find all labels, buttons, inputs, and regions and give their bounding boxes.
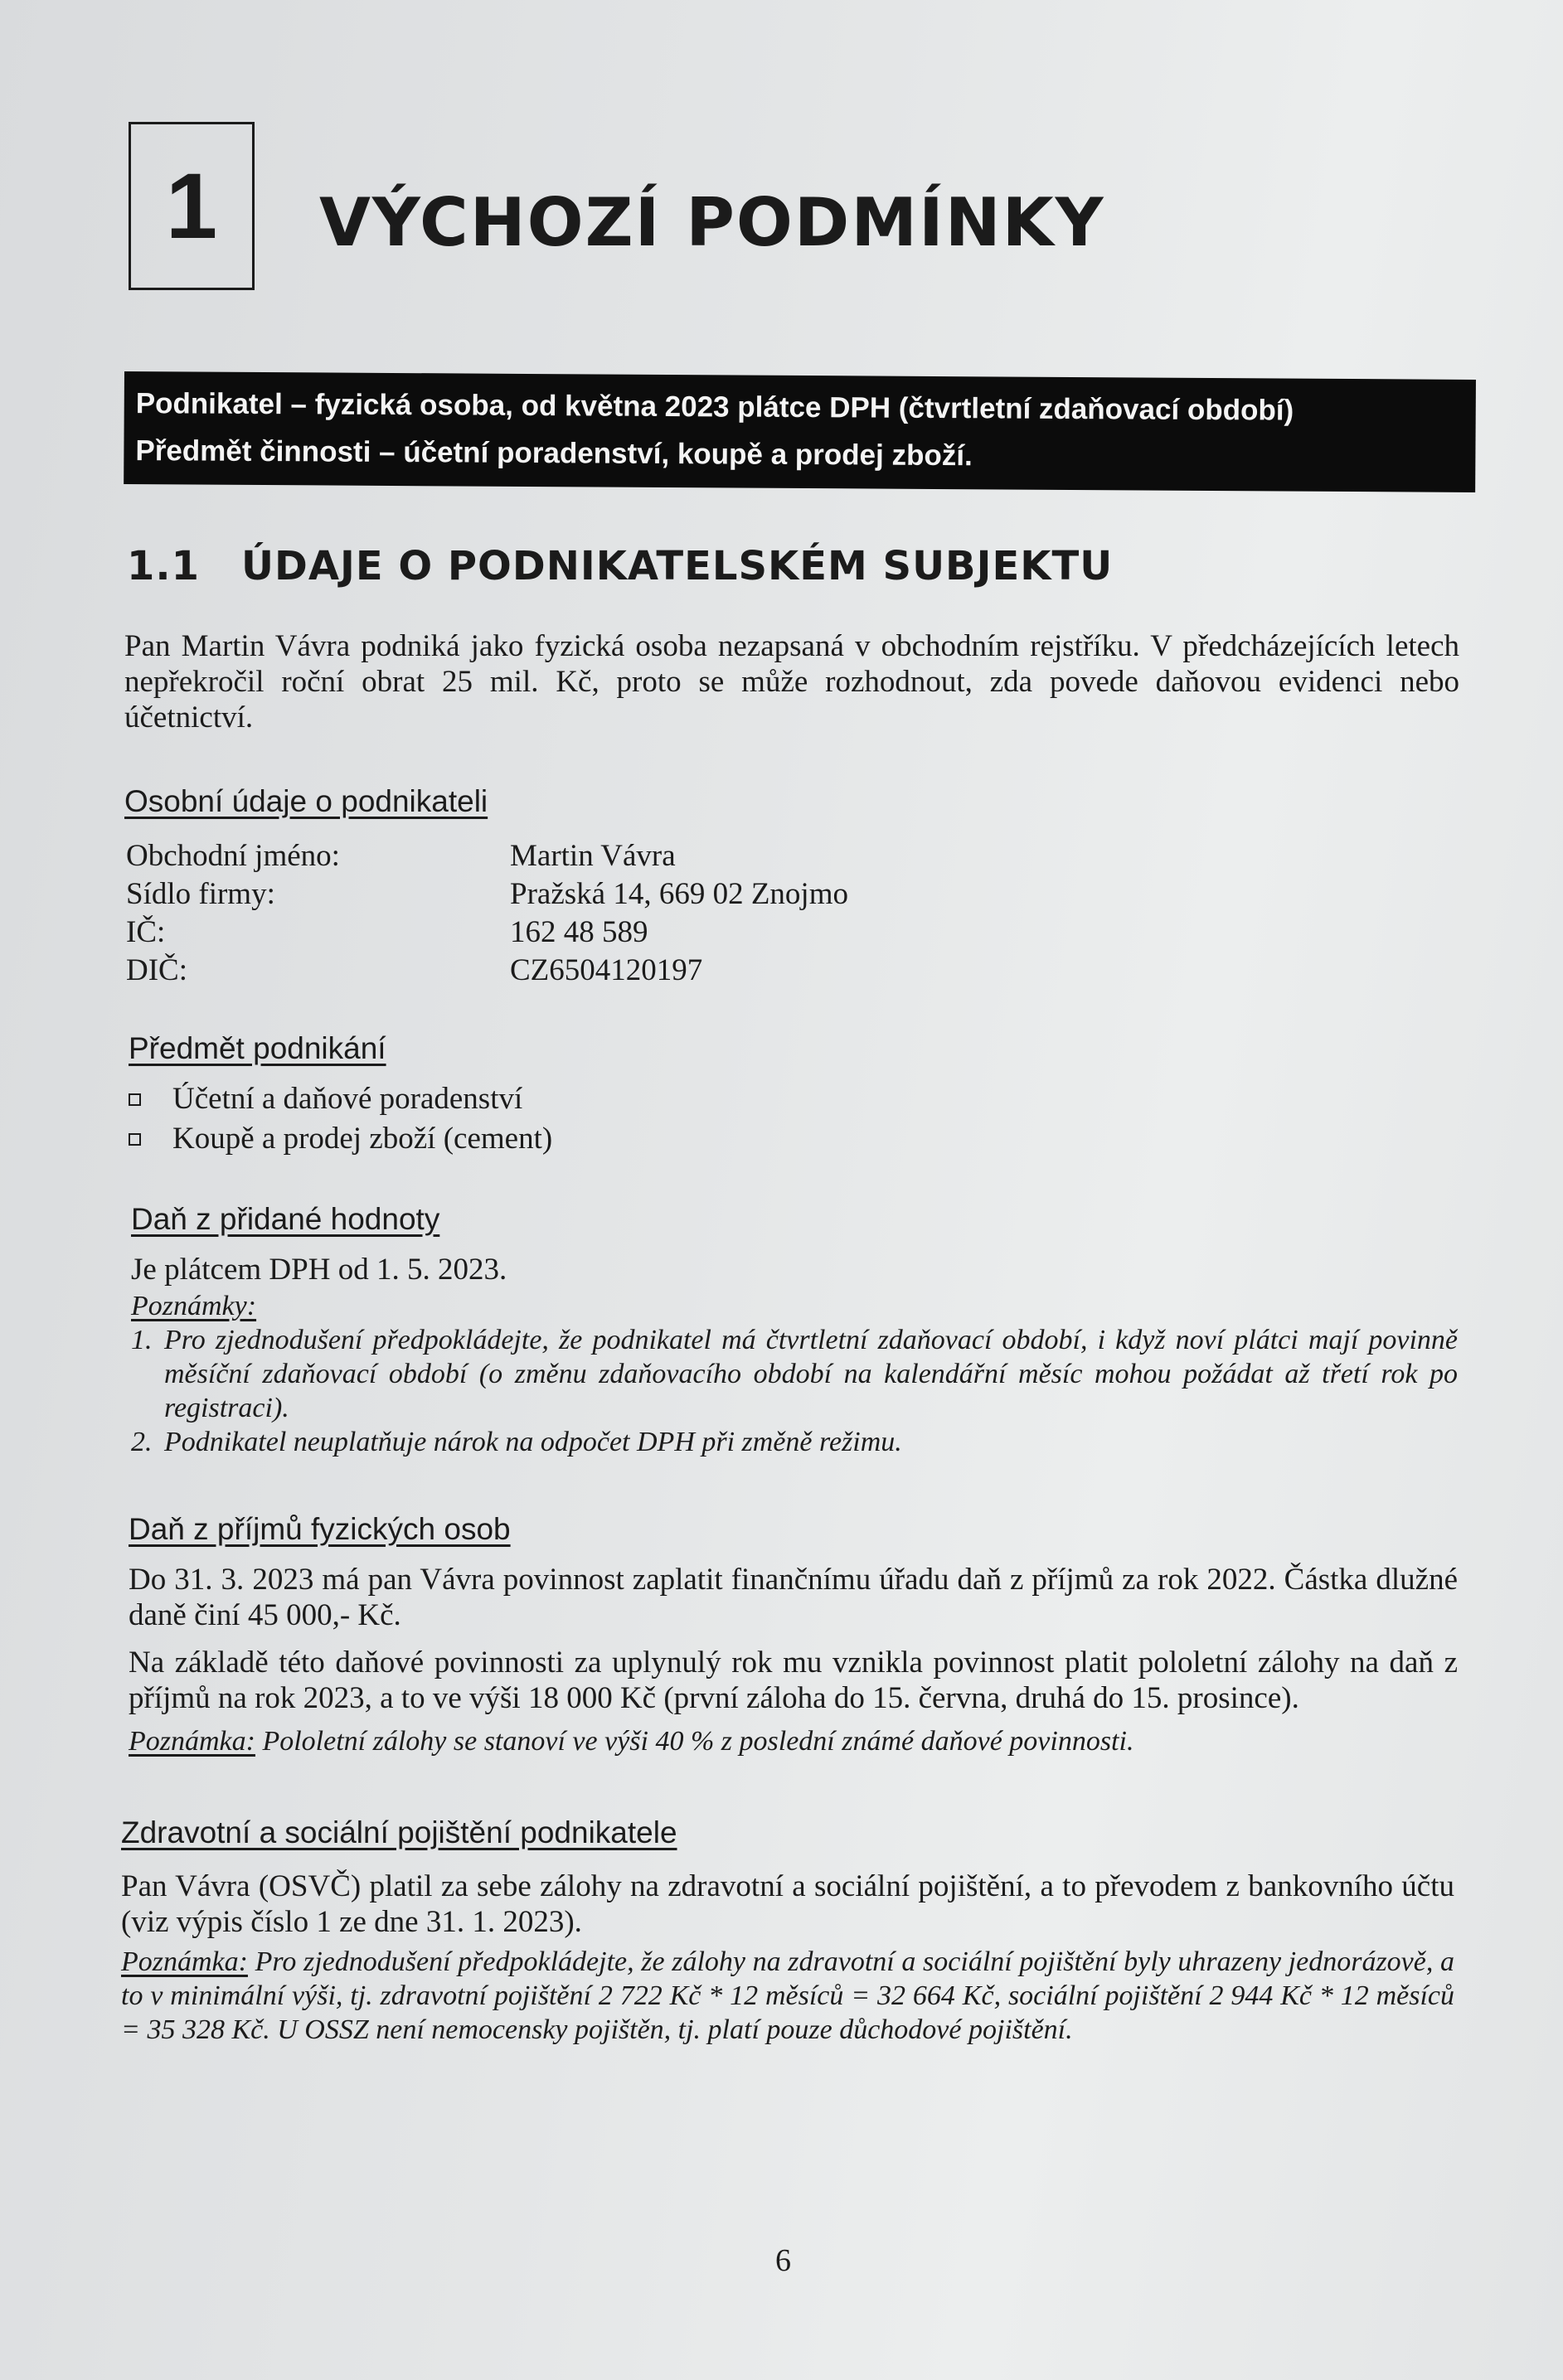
insurance-note-label: Poznámka: (121, 1946, 248, 1977)
detail-value: Pražská 14, 669 02 Znojmo (510, 877, 848, 911)
chapter-title: VÝCHOZÍ PODMÍNKY (319, 184, 1105, 261)
income-tax-note: Pololetní zálohy se stanoví ve výši 40 % z poslední známé daňové povinnosti. (262, 1726, 1134, 1757)
list-item (129, 1119, 552, 1159)
detail-label: DIČ: (126, 953, 187, 987)
detail-value: Martin Vávra (510, 839, 676, 873)
section-title (127, 543, 1113, 589)
page-number: 6 (775, 2243, 791, 2278)
vat-notes-label: Poznámky: (131, 1291, 257, 1321)
note-number: 1. (131, 1325, 153, 1355)
insurance-heading: Zdravotní a sociální pojištění podnikatele (121, 1815, 677, 1849)
intro-paragraph: Pan Martin Vávra podniká jako fyzická osoba nezapsaná v obchodním rejstříku. V předcházejících letech nepřekročil roční obrat 25 mil. Kč, proto se může rozhodnout, zda povede daňovou evidenci nebo účetnictví. (124, 629, 1459, 734)
detail-row (126, 914, 848, 952)
checkbox-bullet-icon (129, 1093, 141, 1106)
insurance-note: Pro zjednodušení předpokládejte, že zálohy na zdravotní a sociální pojištění byly uhrazeny jednorázově, a to v minimální výši, tj. zdravotní pojištění 2 722 Kč * 12 měsíců = 32 664 Kč, sociální pojištění 2 944 Kč * 12 měsíců = 35 328 Kč. U OSSZ není nemocensky pojištěn, tj. platí pouze důchodové pojištění. (121, 1946, 1455, 2045)
banner-line-1: Podnikatel – fyzická osoba, od května 2023 plátce DPH (čtvrtletní zdaňovací období) (135, 387, 1294, 427)
vat-note-2 (131, 1425, 1458, 1459)
list-item-text: Účetní a daňové poradenství (172, 1082, 523, 1116)
detail-label: Sídlo firmy: (126, 877, 275, 911)
note-text: Pro zjednodušení předpokládejte, že podnikatel má čtvrtletní zdaňovací období, i když noví plátci mají povinně měsíční zdaňovací období (o změnu zdaňovacího období na kalendářní měsíc mohou požádat až třetí rok po registraci). (164, 1325, 1458, 1423)
list-item (129, 1079, 552, 1119)
personal-heading-block (124, 784, 1459, 819)
chapter-number: 1 (165, 154, 218, 258)
list-item-text: Koupě a prodej zboží (cement) (172, 1122, 553, 1156)
personal-details (126, 837, 848, 990)
business-list (129, 1079, 552, 1159)
vat-note-1 (131, 1323, 1458, 1425)
summary-banner (124, 371, 1476, 492)
personal-heading: Osobní údaje o podnikateli (124, 784, 488, 818)
vat-text: Je plátcem DPH od 1. 5. 2023. (131, 1253, 507, 1287)
income-tax-note-label: Poznámka: (129, 1726, 255, 1757)
checkbox-bullet-icon (129, 1133, 141, 1146)
section-number: 1.1 (127, 543, 201, 589)
vat-block (131, 1202, 1458, 1459)
intro-block (124, 628, 1459, 735)
detail-row (126, 952, 848, 990)
insurance-paragraph: Pan Vávra (OSVČ) platil za sebe zálohy na zdravotní a sociální pojištění, a to převodem z bankovního účtu (viz výpis číslo 1 ze dne 31. 1. 2023). (121, 1869, 1454, 1939)
section-title-text: ÚDAJE O PODNIKATELSKÉM SUBJEKTU (241, 543, 1114, 589)
vat-heading: Daň z přidané hodnoty (131, 1202, 440, 1236)
income-tax-paragraph-2: Na základě této daňové povinnosti za uplynulý rok mu vznikla povinnost platit pololetní zálohy na daň z příjmů na rok 2023, a to ve výši 18 000 Kč (první záloha do 15. června, druhá do 15. prosince). (129, 1646, 1458, 1715)
income-tax-block (129, 1512, 1458, 1758)
detail-row (126, 837, 848, 875)
income-tax-heading: Daň z příjmů fyzických osob (129, 1512, 511, 1546)
detail-row (126, 875, 848, 914)
note-number: 2. (131, 1427, 153, 1457)
detail-label: Obchodní jméno: (126, 839, 340, 873)
insurance-block (121, 1815, 1454, 2047)
chapter-number-box (129, 122, 255, 290)
detail-value: 162 48 589 (510, 915, 648, 949)
banner-line-2: Předmět činnosti – účetní poradenství, koupě a prodej zboží. (135, 434, 973, 473)
note-text: Podnikatel neuplatňuje nárok na odpočet DPH při změně režimu. (164, 1427, 902, 1457)
business-heading-block (129, 1031, 1463, 1066)
business-heading: Předmět podnikání (129, 1031, 386, 1065)
income-tax-paragraph-1: Do 31. 3. 2023 má pan Vávra povinnost zaplatit finančnímu úřadu daň z příjmů za rok 2022. Částka dlužné daně činí 45 000,- Kč. (129, 1563, 1458, 1632)
detail-value: CZ6504120197 (510, 953, 703, 987)
detail-label: IČ: (126, 915, 166, 949)
